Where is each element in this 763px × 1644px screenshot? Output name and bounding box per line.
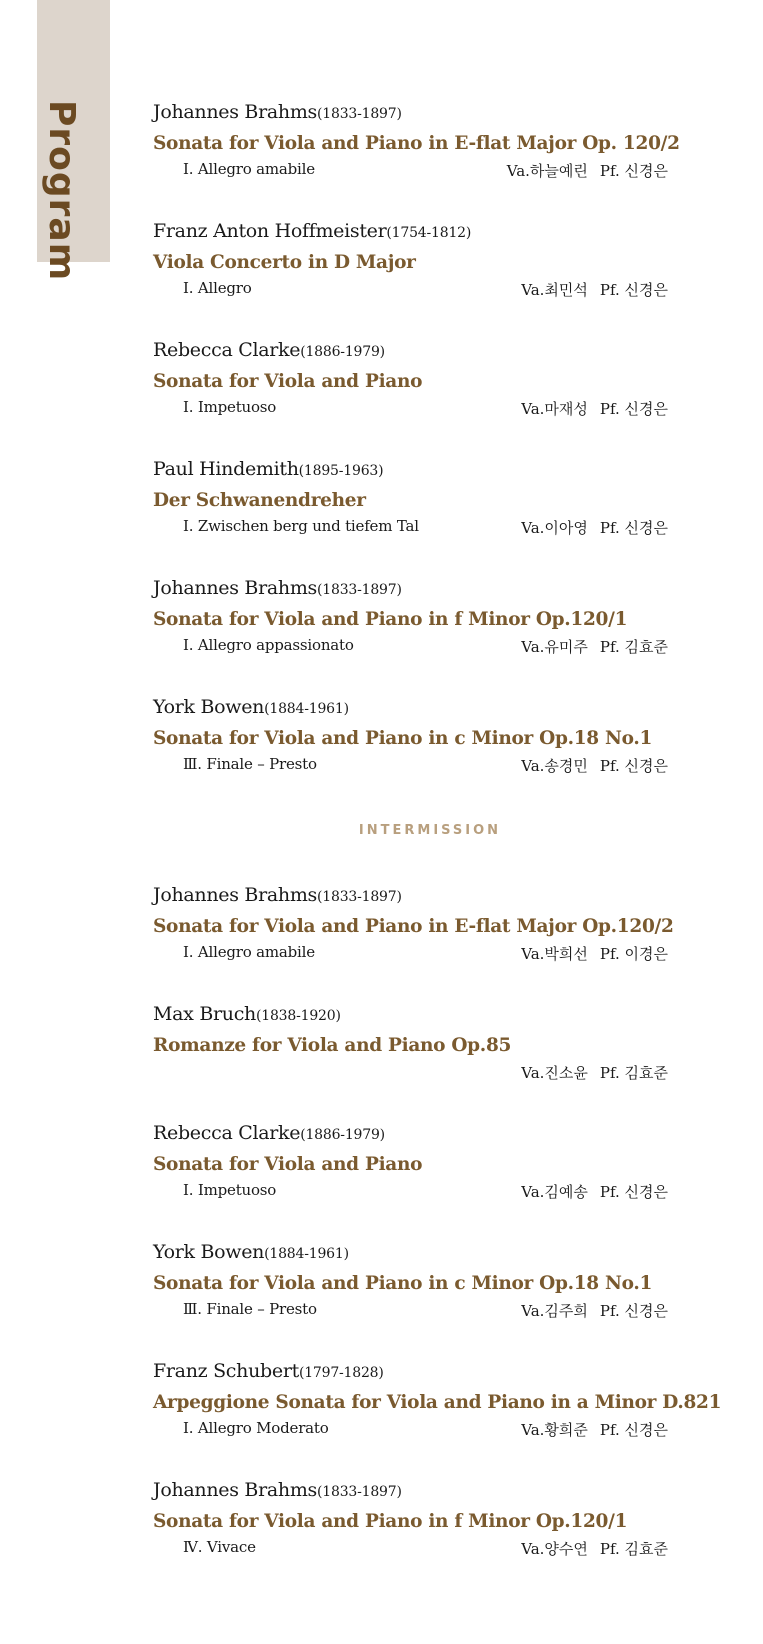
violist: Va.하늘예린 <box>506 162 588 180</box>
performers <box>521 279 668 300</box>
entry-detail <box>153 1062 668 1084</box>
movement: Ⅰ. Impetuoso <box>183 1181 277 1199</box>
composer <box>153 100 668 126</box>
performers <box>521 398 668 419</box>
composer <box>153 883 668 909</box>
composer-name: Franz Anton Hoffmeister <box>153 220 387 242</box>
composer-dates: (1754-1812) <box>386 225 472 241</box>
program-entry <box>153 100 680 180</box>
work-title: Sonata for Viola and Piano <box>153 371 423 392</box>
violist: Va.박희선 <box>521 945 588 963</box>
violist: Va.진소윤 <box>521 1064 588 1082</box>
performers <box>521 755 668 776</box>
performers <box>521 1300 668 1321</box>
program-entry <box>153 1002 668 1082</box>
violist: Va.마재성 <box>521 400 588 418</box>
pianist: Pf. 신경은 <box>599 757 668 775</box>
composer <box>153 695 668 721</box>
program-entry <box>153 1359 722 1439</box>
movement: Ⅰ. Impetuoso <box>183 398 277 416</box>
entry-detail <box>153 1300 668 1322</box>
composer <box>153 219 668 245</box>
movement: Ⅰ. Allegro amabile <box>183 160 315 178</box>
composer-dates: (1833-1897) <box>317 106 402 122</box>
movement: Ⅲ. Finale – Presto <box>183 1300 317 1318</box>
program-entry <box>153 457 668 537</box>
composer-name: Franz Schubert <box>153 1360 299 1382</box>
composer-dates: (1833-1897) <box>317 1484 402 1500</box>
entry-detail <box>153 517 668 539</box>
entry-detail <box>153 755 668 777</box>
performers <box>521 943 668 964</box>
work-title: Sonata for Viola and Piano in f Minor Op.120/1 <box>153 609 628 630</box>
pianist: Pf. 신경은 <box>599 400 668 418</box>
program-entry <box>153 883 674 963</box>
composer-name: Max Bruch <box>153 1003 256 1025</box>
pianist: Pf. 김효준 <box>599 638 668 656</box>
composer <box>153 1240 668 1266</box>
pianist: Pf. 신경은 <box>599 1421 668 1439</box>
violist: Va.이아영 <box>521 519 588 537</box>
violist: Va.황희준 <box>521 1421 588 1439</box>
composer-name: Rebecca Clarke <box>153 339 301 361</box>
composer-name: Johannes Brahms <box>153 884 318 906</box>
entry-detail <box>153 398 668 420</box>
movement: Ⅰ. Allegro Moderato <box>183 1419 329 1437</box>
pianist: Pf. 신경은 <box>599 1183 668 1201</box>
composer-name: Johannes Brahms <box>153 577 318 599</box>
pianist: Pf. 신경은 <box>599 519 668 537</box>
composer <box>153 1002 668 1028</box>
program-entry <box>153 695 668 775</box>
pianist: Pf. 신경은 <box>599 1302 668 1320</box>
work-title: Arpeggione Sonata for Viola and Piano in a Minor D.821 <box>153 1392 722 1413</box>
entry-detail <box>153 160 668 182</box>
performers <box>521 517 668 538</box>
performers <box>521 1538 668 1559</box>
work-title: Sonata for Viola and Piano <box>153 1154 423 1175</box>
pianist: Pf. 김효준 <box>599 1540 668 1558</box>
composer <box>153 338 668 364</box>
movement: Ⅰ. Zwischen berg und tiefem Tal <box>183 517 419 535</box>
composer-name: York Bowen <box>153 1241 265 1263</box>
composer-dates: (1797-1828) <box>298 1365 384 1381</box>
composer-dates: (1886-1979) <box>300 344 385 360</box>
violist: Va.김예송 <box>521 1183 588 1201</box>
entry-detail <box>153 1538 668 1560</box>
performers <box>521 1181 668 1202</box>
composer <box>153 1359 668 1385</box>
composer-dates: (1884-1961) <box>264 1246 349 1262</box>
work-title: Der Schwanendreher <box>153 490 366 511</box>
program-entry <box>153 1478 668 1558</box>
movement: Ⅰ. Allegro amabile <box>183 943 315 961</box>
violist: Va.최민석 <box>521 281 588 299</box>
violist: Va.송경민 <box>521 757 588 775</box>
pianist: Pf. 이경은 <box>599 945 668 963</box>
pianist: Pf. 김효준 <box>599 1064 668 1082</box>
composer <box>153 457 668 483</box>
work-title: Sonata for Viola and Piano in c Minor Op.18 No.1 <box>153 1273 653 1294</box>
work-title: Sonata for Viola and Piano in f Minor Op.120/1 <box>153 1511 628 1532</box>
entry-detail <box>153 279 668 301</box>
performers <box>521 636 668 657</box>
composer <box>153 1478 668 1504</box>
work-title: Sonata for Viola and Piano in E-flat Major Op.120/2 <box>153 916 674 937</box>
movement: Ⅰ. Allegro appassionato <box>183 636 354 654</box>
program-entry <box>153 1121 668 1201</box>
movement: Ⅲ. Finale – Presto <box>183 755 317 773</box>
entry-detail <box>153 943 668 965</box>
composer-name: Johannes Brahms <box>153 101 318 123</box>
composer-name: Johannes Brahms <box>153 1479 318 1501</box>
program-entry <box>153 338 668 418</box>
composer-dates: (1833-1897) <box>317 582 402 598</box>
entry-detail <box>153 1181 668 1203</box>
performers <box>521 1419 668 1440</box>
work-title: Sonata for Viola and Piano in c Minor Op.18 No.1 <box>153 728 653 749</box>
program-title: Program <box>41 100 82 282</box>
program-entry <box>153 576 668 656</box>
violist: Va.양수연 <box>521 1540 588 1558</box>
pianist: Pf. 신경은 <box>599 162 668 180</box>
composer-dates: (1833-1897) <box>317 889 402 905</box>
violist: Va.김주희 <box>521 1302 588 1320</box>
composer-name: Rebecca Clarke <box>153 1122 301 1144</box>
work-title: Romanze for Viola and Piano Op.85 <box>153 1035 512 1056</box>
movement: Ⅰ. Allegro <box>183 279 252 297</box>
composer <box>153 1121 668 1147</box>
composer-dates: (1895-1963) <box>298 463 384 479</box>
composer-name: Paul Hindemith <box>153 458 299 480</box>
performers <box>521 1062 668 1083</box>
violist: Va.유미주 <box>521 638 588 656</box>
entry-detail <box>153 636 668 658</box>
work-title: Sonata for Viola and Piano in E-flat Major Op. 120/2 <box>153 133 680 154</box>
composer <box>153 576 668 602</box>
work-title: Viola Concerto in D Major <box>153 252 416 273</box>
entry-detail <box>153 1419 668 1441</box>
composer-dates: (1886-1979) <box>300 1127 385 1143</box>
pianist: Pf. 신경은 <box>599 281 668 299</box>
program-entry <box>153 1240 668 1320</box>
composer-name: York Bowen <box>153 696 265 718</box>
movement: Ⅳ. Vivace <box>183 1538 256 1556</box>
performers <box>507 160 668 181</box>
intermission-label: INTERMISSION <box>358 823 502 838</box>
composer-dates: (1838-1920) <box>256 1008 341 1024</box>
program-entry <box>153 219 668 299</box>
composer-dates: (1884-1961) <box>264 701 349 717</box>
